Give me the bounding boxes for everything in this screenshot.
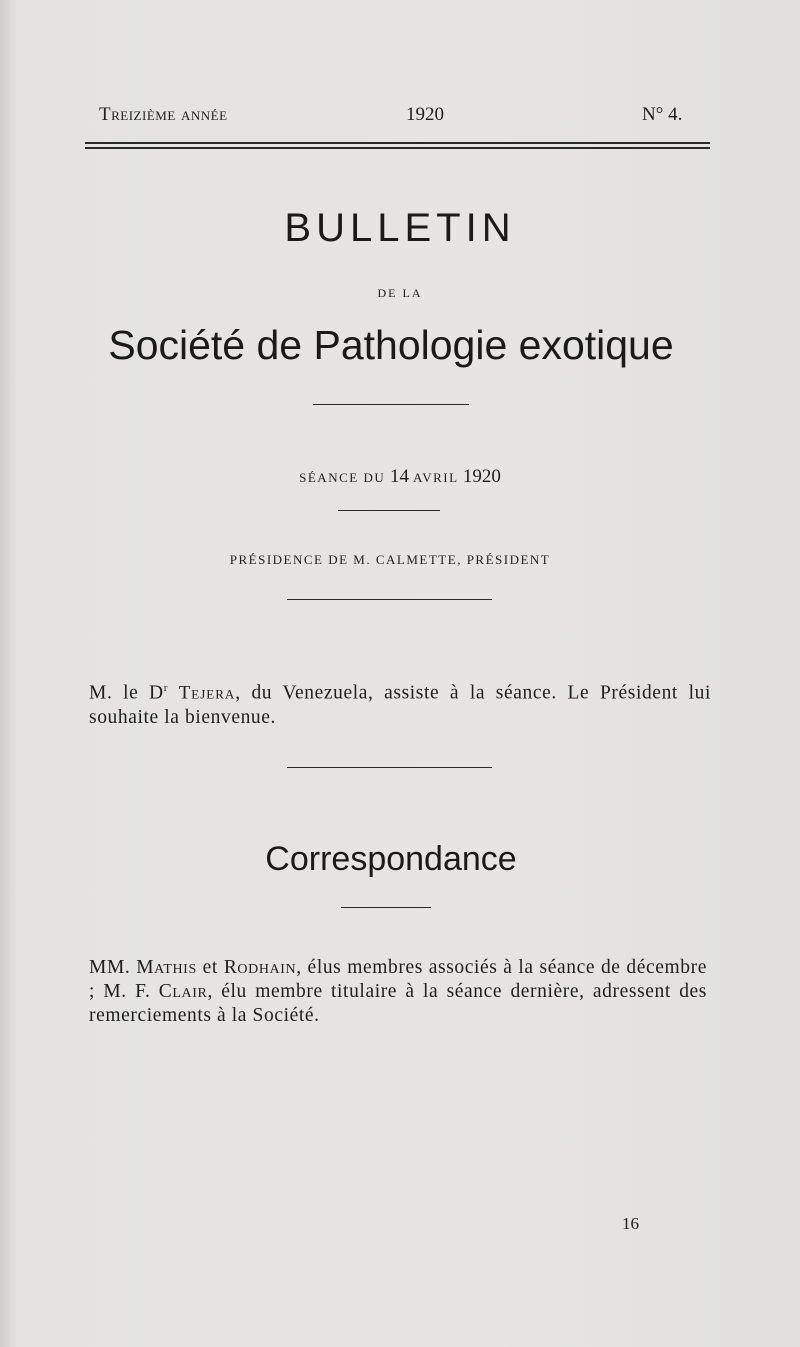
- page-number: 16: [622, 1214, 639, 1233]
- running-header: [0, 104, 800, 134]
- bulletin-title: BULLETIN: [284, 206, 516, 250]
- presidency-line: PRÉSIDENCE DE M. CALMETTE, PRÉSIDENT: [229, 552, 551, 567]
- issue-number: N° 4.: [642, 104, 683, 125]
- title-connector: DE LA: [377, 286, 423, 300]
- divider-rule-1: [313, 404, 469, 405]
- section-heading: Correspondance: [265, 840, 517, 878]
- welcome-paragraph: M. le $D^r$ Tejera, du Venezuela, assiste à la séance. Le Président lui souhaite la bienvenue.: [89, 682, 711, 728]
- session-year: 1920: [462, 466, 501, 487]
- header-year: 1920: [406, 104, 444, 125]
- session-month: AVRIL: [413, 470, 459, 485]
- divider-rule-3: [287, 599, 492, 600]
- session-date: [0, 466, 800, 488]
- page-edge-shadow: [0, 0, 14, 1347]
- header-double-rule: [85, 142, 710, 149]
- volume-label: Treizième année: [99, 104, 228, 125]
- divider-rule-5: [341, 907, 431, 908]
- divider-rule-2: [338, 510, 440, 511]
- session-prefix: SÉANCE DU: [299, 470, 386, 485]
- divider-rule-4: [287, 767, 492, 768]
- society-title: Société de Pathologie exotique: [108, 322, 674, 368]
- correspondence-paragraph: MM. Mathis et Rodhain, élus membres associés à la séance de décembre ; M. F. Clair, élu membre titulaire à la séance dernière, adressent des remerciements à la Société.: [89, 957, 707, 1026]
- session-day: 14: [389, 466, 409, 487]
